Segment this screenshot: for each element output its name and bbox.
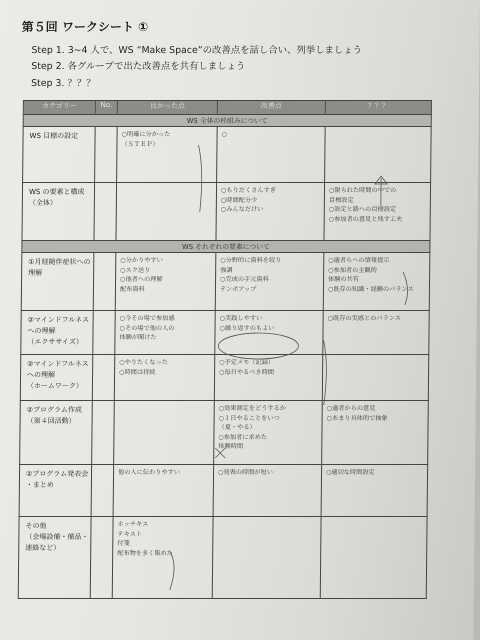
row-category: ②マインドフルネス への理解 （ホームワーク） [20,355,92,401]
row-q: ○適者らへの情報提示 ○参加者の主観的 体験の共有 ○既存の知識・経験のバランス [323,253,430,311]
row-good: ○明確に分かった （ＳＴＥＰ） [117,127,218,183]
header-unknown: ？？？ [325,101,431,115]
row-category: ②マインドフルネス への理解 （エクササイズ） [21,311,93,355]
row-improve: ○ [217,127,326,183]
bracket-mark [403,272,408,305]
row-q: ○既存の実感とのバランス [323,311,429,355]
row-category: WS の要素と構成 （全体） [22,183,95,241]
row-category: その他 （会場設備・備品・ 連絡など） [18,517,91,599]
row-improve: ○予定メモ（記録） ○毎日やるべき時間 [214,355,322,401]
header-no: No. [95,101,117,115]
row-q: ○適切な時間設定 [321,465,428,517]
step-2-text: 各グループで出た改善点を共有しましょう [67,61,246,72]
step-1-text: 3~4 人で、WS “Make Space”の改善点を話し合い、列挙しましょう [67,45,363,56]
row-category: ②プログラム作成 （第４回活動） [20,401,93,465]
row-category: ②プログラム発表会 ・まとめ [19,465,92,517]
bracket-mark [198,145,202,212]
row-improve: ○もりだくさんすぎ ○時間配分少 ○みんなだけい [216,183,325,241]
step-1-label: Step 1. [31,45,65,56]
row-category: ①月経随伴症状への 理解 [21,253,94,311]
cross-mark [215,448,225,458]
row-q: ○適者からの意見 ○あまり具体的で抽象 [322,401,429,465]
row-category: WS 目標の設定 [23,127,96,183]
row-good: 他の人に伝わりやすい [113,465,214,517]
worksheet-title: 第５回 ワークシート ① [21,20,149,34]
section-elements: WS それぞれの要素について [22,241,430,253]
row-improve: ○効果測定をどうするか ○１日やることをいつ （夏・やる） ○参加者に求めた 体験時間 [214,401,323,465]
header-category: カテゴリー [23,101,95,115]
section-framework: WS 全体の枠組みについて [23,115,431,127]
step-2-label: Step 2. [31,61,65,72]
bracket-mark [323,340,327,405]
header-improvements: 改善点 [217,101,325,115]
row-good: ○今その場で参加感 ○その場で他の人の 体験が聞けた [115,311,215,355]
row-good: ホッチキス テキスト 付箋 配布物を多く集めた [112,517,213,599]
row-improve: ○実践しやすい ○繰り返すのもよい [215,311,323,355]
row-improve: ○発表の時間が短い [213,465,322,517]
row-good: ○分かりやすい ○スク送り ○他者への理解 配布資料 [115,253,216,311]
step-3-label: Step 3. [31,78,65,89]
bracket-mark [170,552,174,590]
step-3-text: ？？？ [67,78,96,89]
row-good: ○やりたくなった ○時間は持続 [114,355,214,401]
row-q: ○限られた時間の中での 目標設定 ○設定と路への目標設定 ○参加者の意見と残す工夫 [324,183,431,241]
circle-mark [218,333,298,359]
header-good-points: 良かった点 [117,101,217,115]
row-improve: ○分野的に資料を絞り 強調 ○完成の手元資料 テンポアップ [215,253,324,311]
arrow-up-mark [375,176,387,206]
